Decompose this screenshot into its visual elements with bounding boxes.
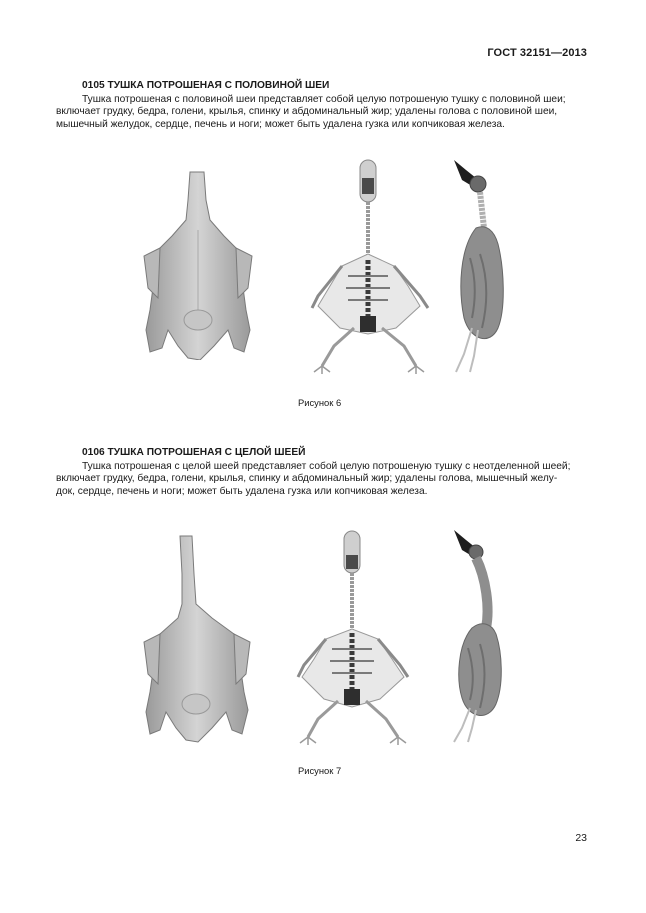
- text-line: включает грудку, бедра, голени, крылья, спинку и абдоминальный жир; удалены голова с половиной шеи,: [56, 106, 558, 118]
- text-line: Тушка потрошеная с целой шеей представляет собой целую потрошеную тушку с неотделенной шеей;: [82, 461, 571, 472]
- carcass-photo-whole-neck: [138, 534, 258, 744]
- page-number: 23: [575, 832, 587, 844]
- carcass-xray-side-whole-neck: [446, 528, 516, 744]
- text-line: док, сердце, печень и ноги; может быть удалена гузка или копчиковая железа.: [56, 485, 428, 497]
- section-text-0106: [56, 461, 588, 498]
- text-line: включает грудку, бедра, голени, крылья, спинку и абдоминальный жир; удалены голова, мышечный желу-: [56, 473, 558, 485]
- figure-caption-6: Рисунок 6: [298, 397, 342, 408]
- section-title-0106: 0106 ТУШКА ПОТРОШЕНАЯ С ЦЕЛОЙ ШЕЕЙ: [82, 447, 306, 458]
- carcass-photo-half-neck: [138, 170, 258, 360]
- figure-caption-7: Рисунок 7: [298, 765, 342, 776]
- carcass-xray-skeleton-whole-neck: [296, 527, 414, 745]
- carcass-xray-side-half-neck: [446, 158, 516, 374]
- document-code: ГОСТ 32151—2013: [487, 47, 587, 59]
- text-line: мышечный желудок, сердце, печень и ноги; может быть удалена гузка или копчиковая железа.: [56, 118, 505, 130]
- section-title-0105: 0105 ТУШКА ПОТРОШЕНАЯ С ПОЛОВИНОЙ ШЕИ: [82, 80, 330, 91]
- text-line: Тушка потрошеная с половиной шеи представляет собой целую потрошеную тушку с половиной шеи;: [82, 94, 566, 105]
- section-text-0105: [56, 94, 588, 131]
- carcass-xray-skeleton-half-neck: [308, 156, 433, 374]
